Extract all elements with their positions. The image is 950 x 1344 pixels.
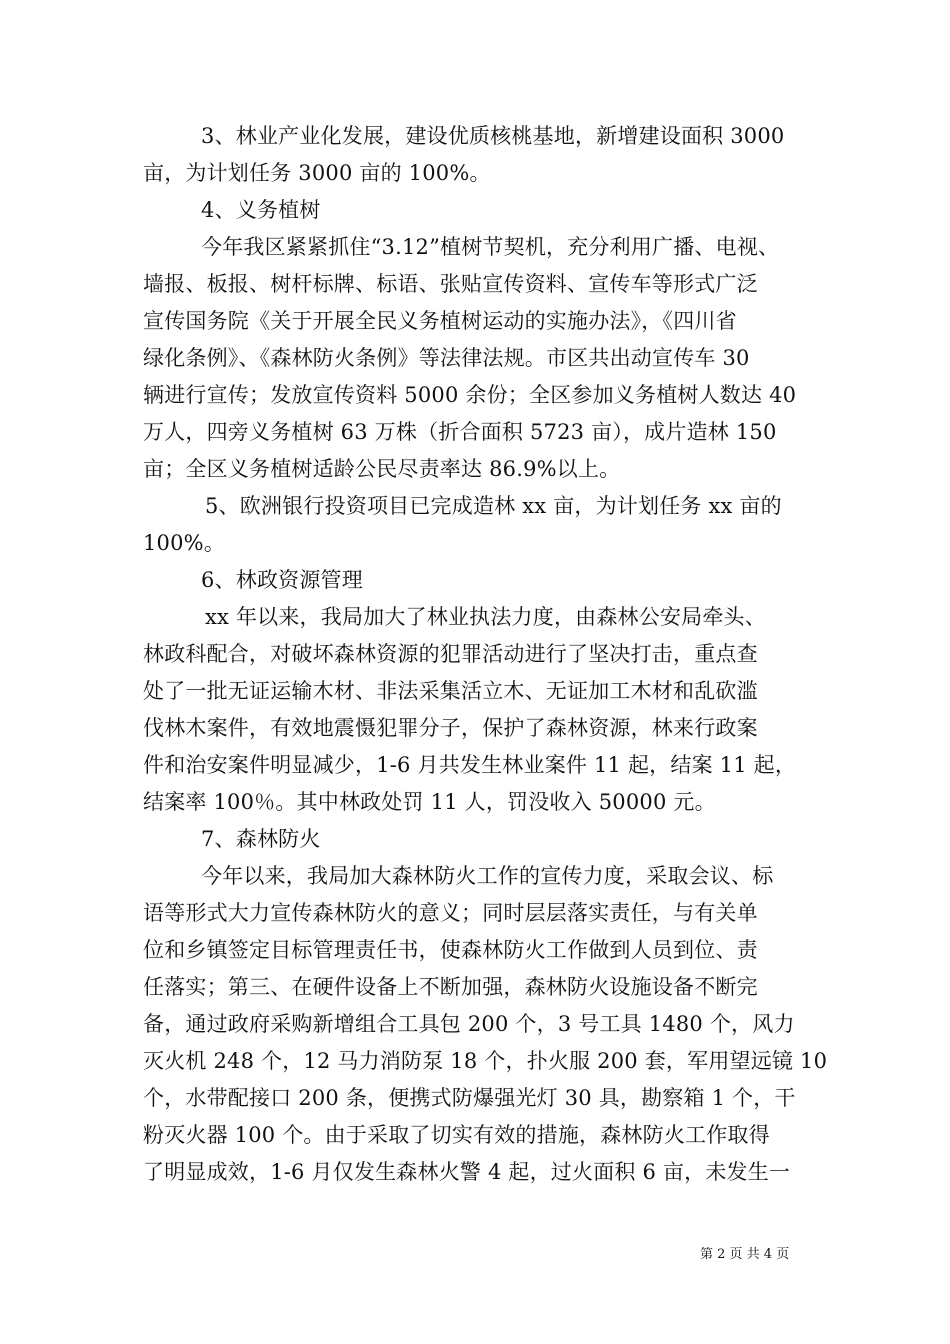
paragraph-line: 灭火机 248 个，12 马力消防泵 18 个，扑火服 200 套，军用望远镜 10 [143,1049,828,1073]
paragraph-line: 宣传国务院《关于开展全民义务植树运动的实施办法》，《四川省 [143,309,737,333]
paragraph-line: 语等形式大力宣传森林防火的意义；同时层层落实责任，与有关单 [143,901,758,925]
paragraph-line: 粉灭火器 100 个。由于采取了切实有效的措施，森林防火工作取得 [143,1123,770,1147]
paragraph-line: 了明显成效，1-6 月仅发生森林火警 4 起，过火面积 6 亩，未发生一 [143,1160,791,1184]
paragraph-line: 3、林业产业化发展，建设优质核桃基地，新增建设面积 3000 [201,124,785,148]
paragraph-line: 备，通过政府采购新增组合工具包 200 个，3 号工具 1480 个，风力 [143,1012,795,1036]
paragraph-line: 100%。 [143,531,226,555]
paragraph-line: 任落实；第三、在硬件设备上不断加强，森林防火设施设备不断完 [143,975,758,999]
section-heading: 4、义务植树 [201,198,321,222]
paragraph-line: 个，水带配接口 200 条，便携式防爆强光灯 30 具，勘察箱 1 个，干 [143,1086,796,1110]
page-number: 第 2 页 共 4 页 [700,1247,790,1262]
paragraph-line: 件和治安案件明显减少，1-6 月共发生林业案件 11 起，结案 11 起， [143,753,797,777]
paragraph-line: 位和乡镇签定目标管理责任书，使森林防火工作做到人员到位、责 [143,938,758,962]
paragraph-line: 今年以来，我局加大森林防火工作的宣传力度，采取会议、标 [201,864,774,888]
document-body [143,118,828,1191]
paragraph-line: 5、欧洲银行投资项目已完成造林 xx 亩，为计划任务 xx 亩的 [205,494,782,518]
section-heading: 7、森林防火 [201,827,321,851]
paragraph-line: 伐林木案件，有效地震慑犯罪分子，保护了森林资源，林来行政案 [143,716,758,740]
paragraph-line: 绿化条例》、《森林防火条例》等法律法规。市区共出动宣传车 30 [143,346,750,370]
paragraph-line: 处了一批无证运输木材、非法采集活立木、无证加工木材和乱砍滥 [143,679,758,703]
section-heading: 6、林政资源管理 [201,568,363,592]
paragraph-line: 墙报、板报、树杆标牌、标语、张贴宣传资料、宣传车等形式广泛 [143,272,758,296]
paragraph-line: 亩，为计划任务 3000 亩的 100%。 [143,161,491,185]
paragraph-line: 今年我区紧紧抓住“3.12”植树节契机，充分利用广播、电视、 [201,235,780,259]
paragraph-line: 林政科配合，对破坏森林资源的犯罪活动进行了坚决打击，重点查 [143,642,758,666]
paragraph-line: 辆进行宣传；发放宣传资料 5000 余份；全区参加义务植树人数达 40 [143,383,797,407]
paragraph-line: 结案率 100％。其中林政处罚 11 人，罚没收入 50000 元。 [143,790,716,814]
paragraph-line: xx 年以来，我局加大了林业执法力度，由森林公安局牵头、 [205,605,766,629]
paragraph-line: 万人，四旁义务植树 63 万株（折合面积 5723 亩），成片造林 150 [143,420,777,444]
paragraph-line: 亩；全区义务植树适龄公民尽责率达 86.9%以上。 [143,457,621,481]
